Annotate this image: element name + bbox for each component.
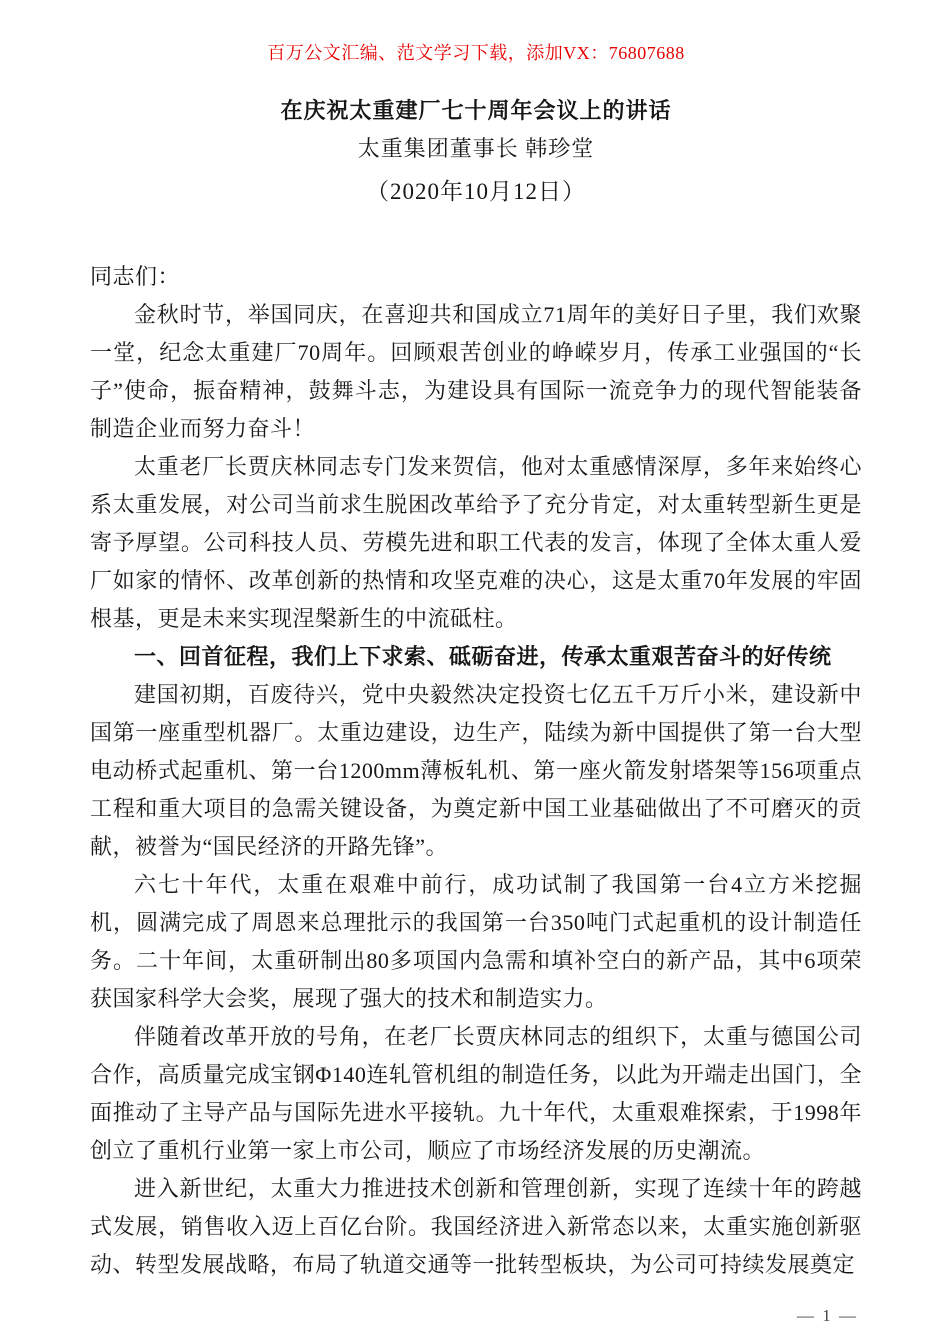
date-line: （2020年10月12日）: [366, 179, 586, 204]
section-heading-1: 一、回首征程，我们上下求索、砥砺奋进，传承太重艰苦奋斗的好传统: [134, 644, 832, 669]
paragraph-5: 伴随着改革开放的号角，在老厂长贾庆林同志的组织下，太重与德国公司合作，高质量完成宝钢Φ140连轧管机组的制造任务，以此为开端走出国门，全面推动了主导产品与国际先进水平接轨。九十年代，太重艰难探索，于1998年创立了重机行业第一家上市公司，顺应了市场经济发展的历史潮流。: [90, 1024, 862, 1163]
document-body: [90, 258, 862, 1284]
paragraph-3: 建国初期，百废待兴，党中央毅然决定投资七亿五千万斤小米，建设新中国第一座重型机器厂。太重边建设，边生产，陆续为新中国提供了第一台大型电动桥式起重机、第一台1200mm薄板轧机、第一座火箭发射塔架等156项重点工程和重大项目的急需关键设备，为奠定新中国工业基础做出了不可磨灭的贡献，被誉为“国民经济的开路先锋”。: [90, 682, 862, 859]
author-line: 太重集团董事长 韩珍堂: [357, 136, 595, 161]
paragraph-1: 金秋时节，举国同庆，在喜迎共和国成立71周年的美好日子里，我们欢聚一堂，纪念太重建厂70周年。回顾艰苦创业的峥嵘岁月，传承工业强国的“长子”使命，振奋精神，鼓舞斗志，为建设具有国际一流竞争力的现代智能装备制造企业而努力奋斗！: [90, 302, 862, 441]
salutation: 同志们：: [90, 264, 181, 289]
document-title: 在庆祝太重建厂七十周年会议上的讲话: [280, 98, 672, 123]
promo-banner: 百万公文汇编、范文学习下载，添加VX：76807688: [267, 43, 685, 63]
paragraph-2: 太重老厂长贾庆林同志专门发来贺信，他对太重感情深厚，多年来始终心系太重发展，对公司当前求生脱困改革给予了充分肯定，对太重转型新生更是寄予厚望。公司科技人员、劳模先进和职工代表的发言，体现了全体太重人爱厂如家的情怀、改革创新的热情和攻坚克难的决心，这是太重70年发展的牢固根基，更是未来实现涅槃新生的中流砥柱。: [90, 454, 862, 631]
paragraph-6: 进入新世纪，太重大力推进技术创新和管理创新，实现了连续十年的跨越式发展，销售收入迈上百亿台阶。我国经济进入新常态以来，太重实施创新驱动、转型发展战略，布局了轨道交通等一批转型板块，为公司可持续发展奠定: [90, 1176, 862, 1277]
paragraph-4: 六七十年代，太重在艰难中前行，成功试制了我国第一台4立方米挖掘机，圆满完成了周恩来总理批示的我国第一台350吨门式起重机的设计制造任务。二十年间，太重研制出80多项国内急需和填补空白的新产品，其中6项荣获国家科学大会奖，展现了强大的技术和制造实力。: [90, 872, 862, 1011]
page-number: — 1 —: [797, 1306, 858, 1325]
